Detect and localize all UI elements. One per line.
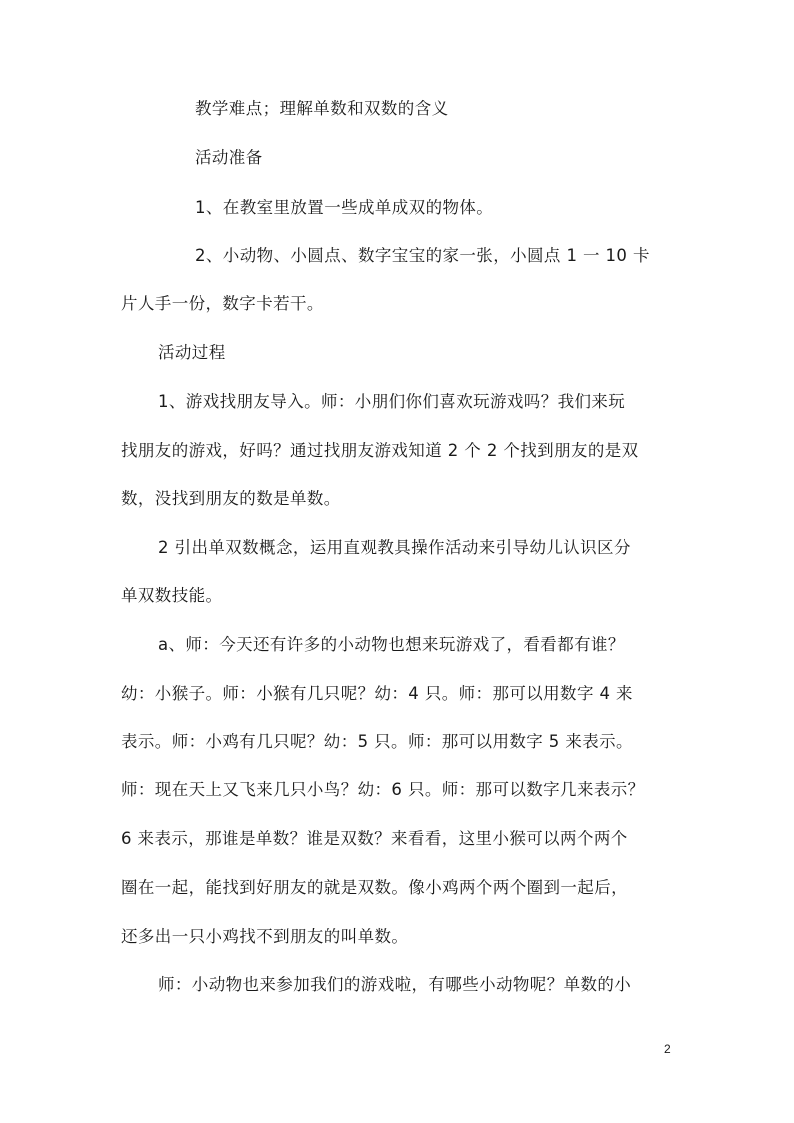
text-line-process-1: 1、游戏找朋友导入。师：小朋们你们喜欢玩游戏吗？我们来玩 <box>158 392 626 411</box>
text-line-step-a-cont-3: 师：现在天上又飞来几只小鸟？幼：6 只。师：那可以数字几来表示？ <box>121 780 645 799</box>
text-line-process-1-cont-a: 找朋友的游戏，好吗？通过找朋友游戏知道 2 个 2 个找到朋友的是双 <box>121 441 639 460</box>
text-line-activity-prep-heading: 活动准备 <box>195 148 263 167</box>
text-line-step-a-cont-5: 圈在一起，能找到好朋友的就是双数。像小鸡两个两个圈到一起后， <box>121 878 628 897</box>
text-line-prep-item-2-cont: 片人手一份，数字卡若干。 <box>121 294 324 313</box>
text-line-step-a-cont-6: 还多出一只小鸡找不到朋友的叫单数。 <box>121 927 409 946</box>
text-line-prep-item-1: 1、在教室里放置一些成单成双的物体。 <box>195 198 494 217</box>
text-line-step-a-cont-2: 表示。师：小鸡有几只呢？幼：5 只。师：那可以用数字 5 来表示。 <box>121 732 633 751</box>
text-line-process-2: 2 引出单双数概念，运用直观教具操作活动来引导幼儿认识区分 <box>158 538 631 557</box>
text-line-prep-item-2: 2、小动物、小圆点、数字宝宝的家一张，小圆点 1 一 10 卡 <box>195 246 650 265</box>
text-line-teaching-difficulty: 教学难点；理解单数和双数的含义 <box>195 99 449 118</box>
text-line-step-a: a、师：今天还有许多的小动物也想来玩游戏了，看看都有谁？ <box>158 635 625 654</box>
text-line-activity-process-heading: 活动过程 <box>158 343 226 362</box>
text-line-step-a-cont-1: 幼：小猴子。师：小猴有几只呢？幼：4 只。师：那可以用数字 4 来 <box>121 684 633 703</box>
text-line-step-a-cont-4: 6 来表示，那谁是单数？谁是双数？来看看，这里小猴可以两个两个 <box>121 829 628 848</box>
text-line-process-2-cont: 单双数技能。 <box>121 586 223 605</box>
text-line-teacher-prompt: 师：小动物也来参加我们的游戏啦，有哪些小动物呢？单数的小 <box>158 975 632 994</box>
text-line-process-1-cont-b: 数，没找到朋友的数是单数。 <box>121 489 341 508</box>
page-number: 2 <box>664 1042 671 1056</box>
